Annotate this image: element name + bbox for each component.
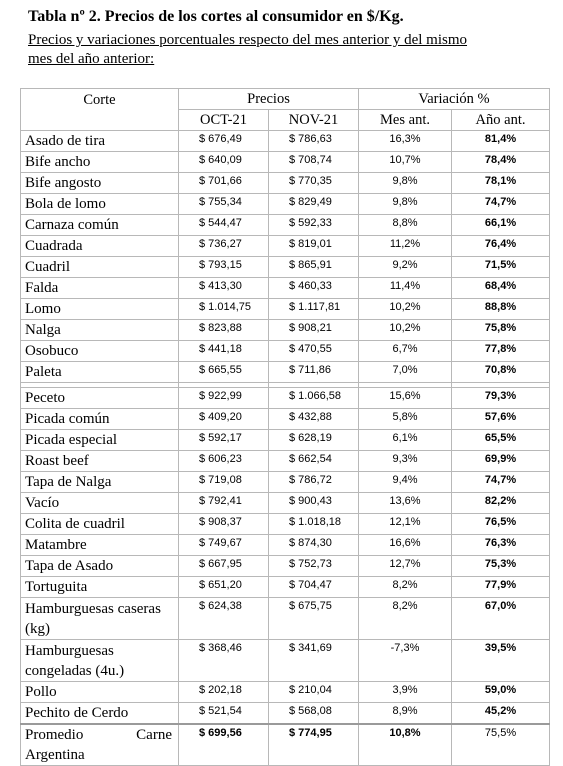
price-oct: $ 701,66 xyxy=(179,173,269,194)
price-nov: $ 711,86 xyxy=(269,362,359,383)
price-oct: $ 719,08 xyxy=(179,472,269,493)
price-nov: $ 460,33 xyxy=(269,278,359,299)
price-nov: $ 786,72 xyxy=(269,472,359,493)
price-nov: $ 628,19 xyxy=(269,430,359,451)
price-oct: $ 651,20 xyxy=(179,577,269,598)
table-title: Tabla nº 2. Precios de los cortes al consumidor en $/Kg. xyxy=(28,8,404,25)
average-variation-year: 75,5% xyxy=(452,724,550,766)
table-row xyxy=(21,535,550,556)
price-oct: $ 749,67 xyxy=(179,535,269,556)
price-nov: $ 819,01 xyxy=(269,236,359,257)
price-nov: $ 592,33 xyxy=(269,215,359,236)
price-oct: $ 908,37 xyxy=(179,514,269,535)
cut-name: Nalga xyxy=(21,320,179,341)
header-oct: OCT-21 xyxy=(179,110,269,131)
average-row xyxy=(21,724,550,766)
variation-year: 71,5% xyxy=(452,257,550,278)
variation-year: 75,8% xyxy=(452,320,550,341)
cut-name: Pechito de Cerdo xyxy=(21,703,179,725)
cut-name: Cuadril xyxy=(21,257,179,278)
cut-name: Pollo xyxy=(21,682,179,703)
cut-name: Paleta xyxy=(21,362,179,383)
cut-name: Picada común xyxy=(21,409,179,430)
price-nov: $ 470,55 xyxy=(269,341,359,362)
price-oct: $ 792,41 xyxy=(179,493,269,514)
cut-name: Bola de lomo xyxy=(21,194,179,215)
variation-year: 39,5% xyxy=(452,640,550,682)
table-row xyxy=(21,278,550,299)
variation-month: 8,2% xyxy=(359,577,452,598)
variation-year: 88,8% xyxy=(452,299,550,320)
price-oct: $ 922,99 xyxy=(179,388,269,409)
variation-month: 8,9% xyxy=(359,703,452,725)
variation-month: -7,3% xyxy=(359,640,452,682)
variation-month: 11,4% xyxy=(359,278,452,299)
price-nov: $ 752,73 xyxy=(269,556,359,577)
variation-year: 59,0% xyxy=(452,682,550,703)
variation-month: 9,8% xyxy=(359,173,452,194)
price-nov: $ 708,74 xyxy=(269,152,359,173)
table-row xyxy=(21,131,550,152)
variation-month: 9,4% xyxy=(359,472,452,493)
table-row xyxy=(21,215,550,236)
variation-year: 79,3% xyxy=(452,388,550,409)
variation-month: 12,1% xyxy=(359,514,452,535)
price-nov: $ 786,63 xyxy=(269,131,359,152)
variation-month: 16,6% xyxy=(359,535,452,556)
price-oct: $ 736,27 xyxy=(179,236,269,257)
variation-year: 76,4% xyxy=(452,236,550,257)
average-price-oct: $ 699,56 xyxy=(179,724,269,766)
cut-name: Cuadrada xyxy=(21,236,179,257)
variation-month: 15,6% xyxy=(359,388,452,409)
table-row xyxy=(21,236,550,257)
variation-month: 5,8% xyxy=(359,409,452,430)
table-row xyxy=(21,320,550,341)
variation-year: 57,6% xyxy=(452,409,550,430)
table-row xyxy=(21,194,550,215)
price-nov: $ 662,54 xyxy=(269,451,359,472)
average-label-word-1: Promedio xyxy=(25,727,84,743)
cut-name: Tapa de Nalga xyxy=(21,472,179,493)
variation-month: 9,8% xyxy=(359,194,452,215)
price-nov: $ 1.018,18 xyxy=(269,514,359,535)
cut-name: Tapa de Asado xyxy=(21,556,179,577)
table-row xyxy=(21,152,550,173)
variation-year: 75,3% xyxy=(452,556,550,577)
table-row xyxy=(21,598,550,640)
price-oct: $ 793,15 xyxy=(179,257,269,278)
average-label-word-2: Carne xyxy=(136,727,172,743)
average-label xyxy=(21,724,179,766)
variation-year: 78,1% xyxy=(452,173,550,194)
price-oct: $ 409,20 xyxy=(179,409,269,430)
price-oct: $ 665,55 xyxy=(179,362,269,383)
table-row xyxy=(21,514,550,535)
variation-month: 10,2% xyxy=(359,299,452,320)
price-oct: $ 823,88 xyxy=(179,320,269,341)
price-oct: $ 1.014,75 xyxy=(179,299,269,320)
price-nov: $ 1.066,58 xyxy=(269,388,359,409)
cut-name: Bife ancho xyxy=(21,152,179,173)
price-oct: $ 606,23 xyxy=(179,451,269,472)
header-anio-ant: Año ant. xyxy=(452,110,550,131)
variation-year: 74,7% xyxy=(452,472,550,493)
variation-year: 82,2% xyxy=(452,493,550,514)
variation-month: 8,2% xyxy=(359,598,452,640)
price-nov: $ 704,47 xyxy=(269,577,359,598)
header-precios: Precios xyxy=(179,89,359,110)
cut-name: Colita de cuadril xyxy=(21,514,179,535)
table-row xyxy=(21,257,550,278)
variation-month: 3,9% xyxy=(359,682,452,703)
price-oct: $ 202,18 xyxy=(179,682,269,703)
price-nov: $ 568,08 xyxy=(269,703,359,725)
cut-name: Roast beef xyxy=(21,451,179,472)
variation-year: 78,4% xyxy=(452,152,550,173)
price-oct: $ 521,54 xyxy=(179,703,269,725)
variation-year: 74,7% xyxy=(452,194,550,215)
variation-year: 65,5% xyxy=(452,430,550,451)
table-row xyxy=(21,556,550,577)
variation-year: 66,1% xyxy=(452,215,550,236)
table-row xyxy=(21,430,550,451)
price-oct: $ 413,30 xyxy=(179,278,269,299)
header-variacion: Variación % xyxy=(359,89,550,110)
variation-year: 45,2% xyxy=(452,703,550,725)
variation-month: 10,7% xyxy=(359,152,452,173)
prices-table xyxy=(20,88,550,766)
variation-month: 10,2% xyxy=(359,320,452,341)
table-row xyxy=(21,341,550,362)
cut-name: Vacío xyxy=(21,493,179,514)
header-mes-ant: Mes ant. xyxy=(359,110,452,131)
variation-year: 70,8% xyxy=(452,362,550,383)
price-nov: $ 675,75 xyxy=(269,598,359,640)
variation-year: 69,9% xyxy=(452,451,550,472)
cut-name: Matambre xyxy=(21,535,179,556)
table-row xyxy=(21,299,550,320)
header-nov: NOV-21 xyxy=(269,110,359,131)
cut-name: Bife angosto xyxy=(21,173,179,194)
price-oct: $ 624,38 xyxy=(179,598,269,640)
table-row xyxy=(21,682,550,703)
table-row xyxy=(21,703,550,725)
price-nov: $ 210,04 xyxy=(269,682,359,703)
variation-month: 9,2% xyxy=(359,257,452,278)
table-row xyxy=(21,640,550,682)
price-oct: $ 667,95 xyxy=(179,556,269,577)
price-nov: $ 908,21 xyxy=(269,320,359,341)
cut-name: Picada especial xyxy=(21,430,179,451)
table-row xyxy=(21,173,550,194)
table-row xyxy=(21,472,550,493)
variation-month: 6,1% xyxy=(359,430,452,451)
variation-year: 77,8% xyxy=(452,341,550,362)
price-nov: $ 432,88 xyxy=(269,409,359,430)
table-row xyxy=(21,409,550,430)
variation-year: 81,4% xyxy=(452,131,550,152)
average-price-nov: $ 774,95 xyxy=(269,724,359,766)
table-row xyxy=(21,577,550,598)
cut-name: Hamburguesas congeladas (4u.) xyxy=(21,640,179,682)
price-nov: $ 865,91 xyxy=(269,257,359,278)
price-oct: $ 676,49 xyxy=(179,131,269,152)
cut-name: Carnaza común xyxy=(21,215,179,236)
variation-year: 67,0% xyxy=(452,598,550,640)
table-subtitle-line-2: mes del año anterior: xyxy=(28,51,155,67)
price-nov: $ 1.117,81 xyxy=(269,299,359,320)
variation-month: 16,3% xyxy=(359,131,452,152)
variation-month: 6,7% xyxy=(359,341,452,362)
cut-name: Asado de tira xyxy=(21,131,179,152)
header-corte: Corte xyxy=(21,89,179,131)
variation-year: 76,5% xyxy=(452,514,550,535)
price-oct: $ 755,34 xyxy=(179,194,269,215)
variation-year: 68,4% xyxy=(452,278,550,299)
table-row xyxy=(21,362,550,383)
variation-year: 76,3% xyxy=(452,535,550,556)
price-oct: $ 592,17 xyxy=(179,430,269,451)
table-row xyxy=(21,388,550,409)
cut-name: Osobuco xyxy=(21,341,179,362)
price-nov: $ 829,49 xyxy=(269,194,359,215)
cut-name: Tortuguita xyxy=(21,577,179,598)
price-oct: $ 441,18 xyxy=(179,341,269,362)
variation-year: 77,9% xyxy=(452,577,550,598)
average-variation-month: 10,8% xyxy=(359,724,452,766)
variation-month: 8,8% xyxy=(359,215,452,236)
cut-name: Peceto xyxy=(21,388,179,409)
price-nov: $ 874,30 xyxy=(269,535,359,556)
price-oct: $ 544,47 xyxy=(179,215,269,236)
variation-month: 7,0% xyxy=(359,362,452,383)
variation-month: 12,7% xyxy=(359,556,452,577)
table-subtitle-line-1: Precios y variaciones porcentuales respecto del mes anterior y del mismo xyxy=(28,32,468,48)
cut-name: Lomo xyxy=(21,299,179,320)
price-oct: $ 640,09 xyxy=(179,152,269,173)
price-nov: $ 770,35 xyxy=(269,173,359,194)
variation-month: 13,6% xyxy=(359,493,452,514)
variation-month: 11,2% xyxy=(359,236,452,257)
cut-name: Falda xyxy=(21,278,179,299)
table-row xyxy=(21,493,550,514)
price-nov: $ 341,69 xyxy=(269,640,359,682)
cut-name: Hamburguesas caseras (kg) xyxy=(21,598,179,640)
price-nov: $ 900,43 xyxy=(269,493,359,514)
average-label-word-3: Argentina xyxy=(25,747,85,763)
variation-month: 9,3% xyxy=(359,451,452,472)
price-oct: $ 368,46 xyxy=(179,640,269,682)
table-row xyxy=(21,451,550,472)
